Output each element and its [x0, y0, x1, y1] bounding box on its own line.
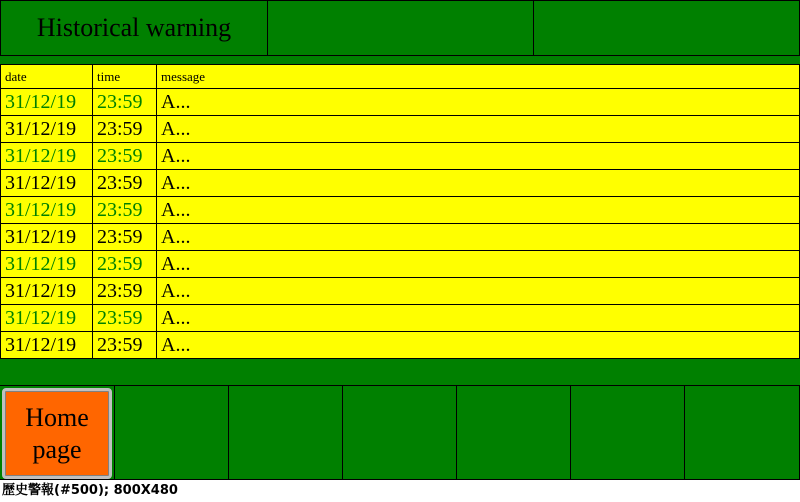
table-row[interactable]: [0, 197, 800, 224]
header-cell-empty-1: [267, 0, 534, 56]
table-row[interactable]: [0, 116, 800, 143]
nav-slot-7[interactable]: [685, 386, 800, 480]
cell-time: 23:59: [93, 251, 157, 277]
nav-slot-2[interactable]: [115, 386, 229, 480]
cell-message: A...: [161, 172, 191, 194]
table-row[interactable]: [0, 143, 800, 170]
home-button-label-line2: page: [32, 434, 82, 464]
cell-message: A...: [161, 307, 191, 329]
cell-date: 31/12/19: [1, 332, 93, 358]
cell-date: 31/12/19: [1, 116, 93, 142]
header-bar: [0, 0, 800, 56]
table-row[interactable]: [0, 251, 800, 278]
cell-date: 31/12/19: [1, 224, 93, 250]
cell-time: 23:59: [93, 278, 157, 304]
cell-time: 23:59: [93, 143, 157, 169]
nav-slot-6[interactable]: [571, 386, 685, 480]
header-cell-empty-2: [533, 0, 800, 56]
cell-message: A...: [161, 118, 191, 140]
cell-message: A...: [161, 334, 191, 356]
screen-caption: 歷史警報(#500); 800X480: [2, 483, 178, 498]
cell-date: 31/12/19: [1, 197, 93, 223]
cell-date: 31/12/19: [1, 278, 93, 304]
table-row[interactable]: [0, 305, 800, 332]
cell-message: A...: [161, 145, 191, 167]
nav-slot-home: [0, 386, 115, 480]
cell-date: 31/12/19: [1, 89, 93, 115]
cell-time: 23:59: [93, 89, 157, 115]
nav-slot-5[interactable]: [457, 386, 571, 480]
table-row[interactable]: [0, 170, 800, 197]
cell-time: 23:59: [93, 224, 157, 250]
warning-table: [0, 64, 800, 359]
nav-slot-4[interactable]: [343, 386, 457, 480]
column-header-date: date: [1, 65, 93, 88]
page-title: Historical warning: [36, 13, 232, 42]
cell-date: 31/12/19: [1, 143, 93, 169]
column-header-message: message: [161, 69, 206, 84]
header-title-cell: [0, 0, 268, 56]
nav-slot-3[interactable]: [229, 386, 343, 480]
cell-message: A...: [161, 91, 191, 113]
cell-date: 31/12/19: [1, 170, 93, 196]
cell-message: A...: [161, 226, 191, 248]
table-row[interactable]: [0, 278, 800, 305]
column-header-time: time: [93, 65, 157, 88]
table-row[interactable]: [0, 224, 800, 251]
table-row[interactable]: [0, 332, 800, 359]
cell-date: 31/12/19: [1, 305, 93, 331]
cell-time: 23:59: [93, 332, 157, 358]
cell-date: 31/12/19: [1, 251, 93, 277]
cell-time: 23:59: [93, 305, 157, 331]
cell-message: A...: [161, 253, 191, 275]
home-button-label-line1: Home: [25, 402, 89, 432]
cell-message: A...: [161, 280, 191, 302]
table-row[interactable]: [0, 89, 800, 116]
cell-time: 23:59: [93, 170, 157, 196]
cell-time: 23:59: [93, 116, 157, 142]
table-header-row: [0, 64, 800, 89]
home-page-button[interactable]: [2, 388, 112, 479]
bottom-nav: [0, 385, 800, 481]
cell-message: A...: [161, 199, 191, 221]
cell-time: 23:59: [93, 197, 157, 223]
